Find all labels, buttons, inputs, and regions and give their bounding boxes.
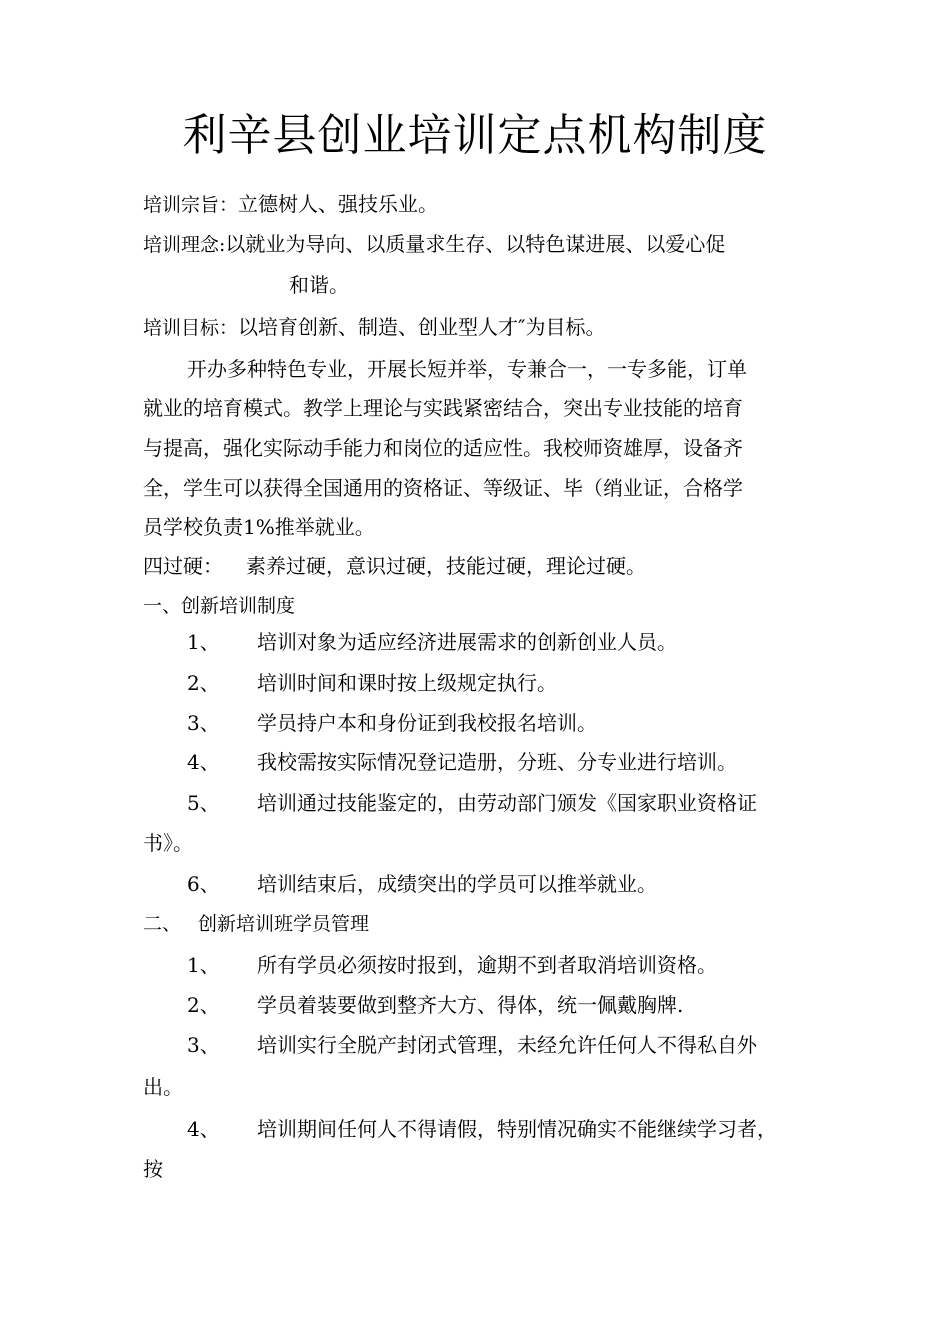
section2-item-1-num: 1、 — [187, 953, 220, 977]
goal-label: 培训目标： — [143, 317, 239, 339]
section2-item-4-text: 培训期间任何人不得请假，特别情况确实不能继续学习者， — [257, 1117, 777, 1141]
document-title: 利辛县创业培训定点机构制度 — [182, 110, 768, 161]
intro-line-2: 就业的培育模式。教学上理论与实践紧密结合，突出专业技能的培育 — [143, 396, 743, 420]
concept-label: 培训理念: — [143, 234, 226, 256]
concept-line — [143, 230, 818, 259]
goal-line — [143, 313, 606, 342]
section2-item-3-num: 3、 — [187, 1033, 220, 1057]
section1-item-3-num: 3、 — [187, 711, 220, 735]
section2-heading-text: 创新培训班学员管理 — [198, 913, 370, 935]
section1-item-5-num: 5、 — [187, 791, 220, 815]
section1-item-6-num: 6、 — [187, 872, 220, 896]
goal-text: 以培育创新、制造、创业型人才″为目标。 — [238, 315, 606, 339]
section1-item-4-num: 4、 — [187, 750, 220, 774]
section2-item-4-cont: 按 — [143, 1157, 163, 1181]
section2-heading-num: 二、 — [143, 913, 182, 935]
intro-line-4: 全，学生可以获得全国通用的资格证、等级证、毕（绡业证，合格学 — [143, 476, 743, 500]
section1-item-3-text: 学员持户本和身份证到我校报名培训。 — [257, 711, 597, 735]
section1-item-2-text: 培训时间和课时按上级规定执行。 — [257, 671, 557, 695]
section1-item-5-text: 培训通过技能鉴定的，由劳动部门颁发《国家职业资格证 — [257, 791, 757, 815]
section2-item-3-cont: 出。 — [143, 1075, 183, 1099]
section2-item-3-text: 培训实行全脱产封闭式管理，未经允许任何人不得私自外 — [257, 1033, 757, 1057]
section2-item-2-num: 2、 — [187, 993, 220, 1017]
intro-line-1: 开办多种特色专业，开展长短并举，专兼合一，一专多能，订单 — [187, 357, 747, 381]
four-hard-text: 素养过硬，意识过硬，技能过硬，理论过硬。 — [246, 554, 646, 578]
section1-item-1-num: 1、 — [187, 630, 220, 654]
section1-item-5-cont: 书》。 — [143, 831, 193, 855]
intro-line-3: 与提高，强化实际动手能力和岗位的适应性。我校师资雄厚，设备齐 — [143, 436, 743, 460]
section1-heading: 一、创新培训制度 — [143, 595, 296, 617]
section1-item-4-text: 我校需按实际情况登记造册，分班、分专业进行培训。 — [257, 750, 737, 774]
concept-text-1: 以就业为导向、以质量求生存、以特色谋进展、以爱心促 — [225, 232, 726, 256]
section2-item-4-num: 4、 — [187, 1117, 220, 1141]
intro-line-5: 员学校负责1%推举就业。 — [143, 515, 375, 539]
four-hard-label: 四过硬： — [143, 554, 223, 578]
section1-item-6-text: 培训结束后，成绩突出的学员可以推举就业。 — [257, 872, 657, 896]
purpose-label: 培训宗旨： — [143, 194, 239, 216]
section1-item-1-text: 培训对象为适应经济进展需求的创新创业人员。 — [257, 630, 677, 654]
section1-item-2-num: 2、 — [187, 671, 220, 695]
concept-text-2: 和谐。 — [289, 273, 349, 297]
section2-item-2-text: 学员着装要做到整齐大方、得体，统一佩戴胸牌. — [257, 993, 684, 1017]
purpose-text: 立德树人、强技乐业。 — [238, 192, 439, 216]
purpose-line — [143, 190, 438, 219]
section2-item-1-text: 所有学员必须按时报到，逾期不到者取消培训资格。 — [257, 953, 717, 977]
